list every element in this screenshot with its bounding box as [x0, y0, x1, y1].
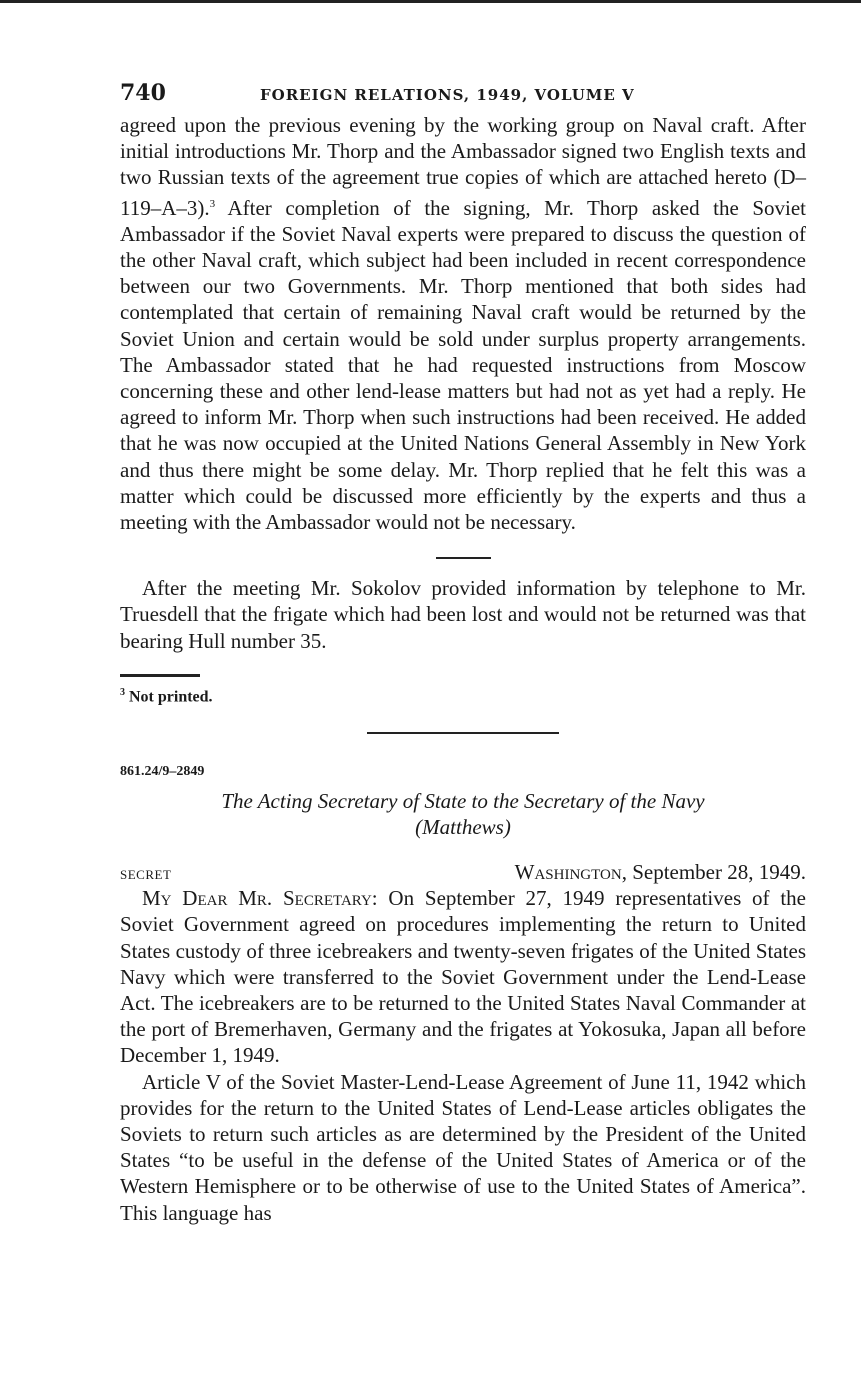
document-title-recipient: (Matthews): [415, 815, 511, 840]
date: , September 28, 1949.: [621, 860, 806, 885]
paragraph-text: agreed upon the previous evening by the working group on Naval craft. After initial introductions Mr. Thorp and the Ambassador signed two English texts and two Russian texts of the agreement true copies of which are attached hereto (D–119–A–3).: [120, 113, 806, 220]
footnote-text: Not printed.: [129, 688, 213, 706]
dateline: [120, 860, 806, 885]
section-separator: [436, 557, 491, 559]
paragraph-continued: [120, 112, 806, 535]
document-title-line: The Acting Secretary of State to the Secretary of the Navy: [221, 789, 705, 814]
place: Washington: [514, 860, 622, 885]
page-number: 740: [120, 80, 166, 106]
salutation: My Dear Mr. Secretary: [142, 886, 372, 911]
letter-paragraph-1: [120, 885, 806, 1068]
paragraph-text: After completion of the signing, Mr. Thorp asked the Soviet Ambassador if the Soviet Naval experts were prepared to discuss the question of the other Naval craft, which subject had been included in recent correspondence between our two Governments. Mr. Thorp mentioned that both sides had contemplated that certain of remaining Naval craft would be returned by the Soviet Union and certain would be sold under surplus property arrangements. The Ambassador stated that he had requested instructions from Moscow concerning these and other lend-lease matters but had not as yet had a reply. He agreed to inform Mr. Thorp when such instructions had been received. He added that he was now occupied at the United Nations General Assembly in New York and thus there might be some delay. Mr. Thorp replied that he felt this was a matter which could be discussed more efficiently by the experts and thus a meeting with the Ambassador would not be necessary.: [120, 195, 806, 535]
document-page: [120, 80, 806, 1226]
footnote-reference: 3: [209, 197, 216, 210]
page-header: [120, 80, 806, 112]
running-head: FOREIGN RELATIONS, 1949, VOLUME V: [260, 86, 635, 104]
footnote: [120, 687, 806, 706]
letter-text: : On September 27, 1949 representatives of the Soviet Government agreed on procedures implementing the return to United States custody of three icebreakers and twenty-seven frigates of the United States Navy which were transferred to the Soviet Government under the Lend-Lease Act. The icebreakers are to be returned to the United States Naval Commander at the port of Bremerhaven, Germany and the frigates at Yokosuka, Japan all before December 1, 1949.: [120, 886, 806, 1068]
classification-marking: SECRET: [120, 867, 172, 883]
paragraph-after-meeting: After the meeting Mr. Sokolov provided information by telephone to Mr. Truesdell that the frigate which had been lost and would not be returned was that bearing Hull number 35.: [120, 576, 806, 653]
letter-paragraph-2: Article V of the Soviet Master-Lend-Lease Agreement of June 11, 1942 which provides for the return to the United States of Lend-Lease articles obligates the Soviets to return such articles as are determined by the President of the United States “to be useful in the defense of the United States of America or of the Western Hemisphere or to be otherwise of use to the United States of America”. This language has: [120, 1069, 806, 1225]
footnote-marker: 3: [120, 686, 125, 698]
document-divider: [367, 732, 559, 734]
footnote-rule: [120, 674, 200, 677]
file-number: 861.24/9–2849: [120, 764, 205, 780]
page-top-border: [0, 0, 861, 3]
document-title: [120, 788, 806, 840]
place-date: [515, 860, 806, 885]
